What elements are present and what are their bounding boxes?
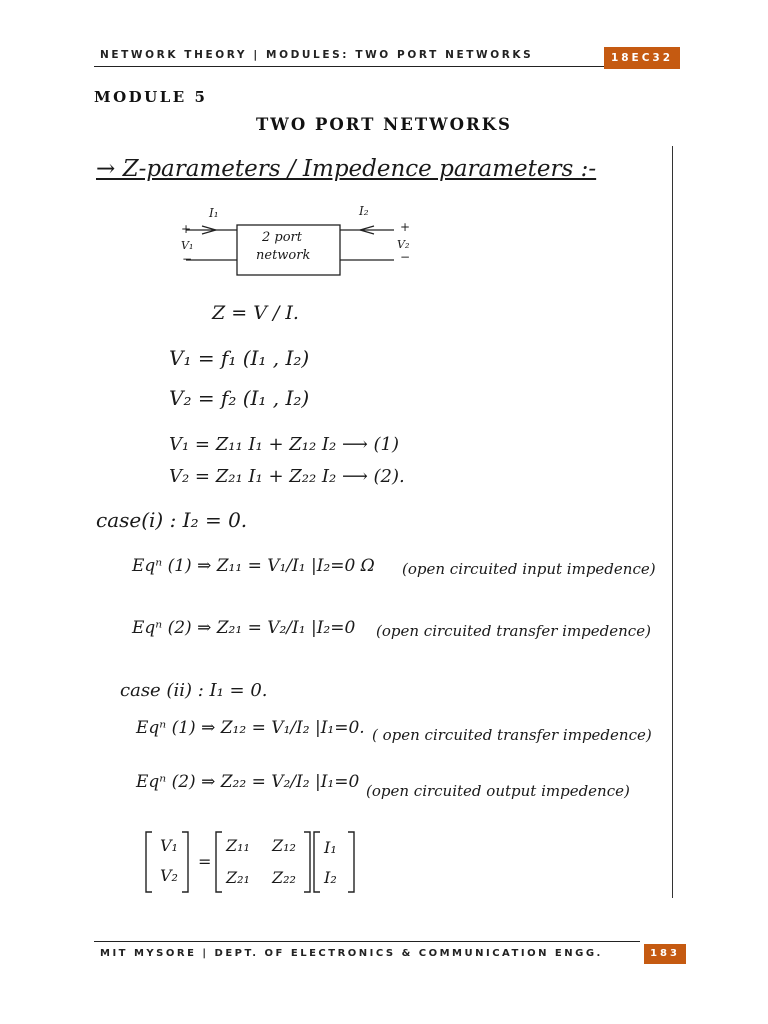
matrix-v2: V₂	[160, 866, 178, 885]
footer-rule	[94, 941, 640, 942]
matrix-v1: V₁	[160, 836, 178, 855]
scan-edge	[672, 146, 673, 898]
diagram-minus-right: −	[400, 250, 411, 264]
header-title: NETWORK THEORY | MODULES: TWO PORT NETWORKS	[100, 49, 534, 61]
v1-function: V₁ = f₁ (I₁ , I₂)	[169, 346, 310, 370]
case-2-eq2-note: (open circuited output impedence)	[366, 782, 630, 800]
impedance-definition: Z = V / I.	[212, 302, 299, 324]
matrix-z21: Z₂₁	[226, 868, 250, 887]
matrix-i2: I₂	[324, 868, 337, 887]
matrix-z22: Z₂₂	[272, 868, 296, 887]
course-code-badge: 18EC32	[604, 47, 680, 69]
case-1-eq2: Eqⁿ (2) ⇒ Z₂₁ = V₂/I₁ |I₂=0	[132, 618, 356, 638]
diagram-i1: I₁	[209, 206, 219, 220]
case-2-eq1: Eqⁿ (1) ⇒ Z₁₂ = V₁/I₂ |I₁=0.	[136, 718, 365, 738]
diagram-minus-left: −	[182, 252, 193, 266]
case-2-eq2: Eqⁿ (2) ⇒ Z₂₂ = V₂/I₂ |I₁=0	[136, 772, 360, 792]
page-footer	[94, 941, 686, 965]
matrix-z11: Z₁₁	[226, 836, 250, 855]
diagram-i2: I₂	[359, 204, 369, 218]
header-rule	[94, 66, 604, 67]
matrix-z12: Z₁₂	[272, 836, 296, 855]
diagram-plus-right: +	[400, 220, 411, 234]
handwritten-notes	[94, 142, 676, 904]
case-1-eq1-note: (open circuited input impedence)	[402, 560, 656, 578]
notes-heading: → Z-parameters / Impedence parameters :-	[96, 156, 597, 182]
diagram-plus-left: +	[181, 222, 192, 236]
matrix-equals: =	[198, 852, 212, 871]
case-1-label: case(i) : I₂ = 0.	[96, 508, 248, 532]
case-2-label: case (ii) : I₁ = 0.	[120, 680, 268, 701]
page-header	[94, 47, 680, 67]
case-1-eq2-note: (open circuited transfer impedence)	[376, 622, 651, 640]
diagram-v2: V₂	[397, 238, 410, 251]
equation-2: V₂ = Z₂₁ I₁ + Z₂₂ I₂ ⟶ (2).	[169, 466, 405, 487]
footer-text: MIT MYSORE | DEPT. OF ELECTRONICS & COMMUNICATION ENGG.	[100, 948, 603, 959]
page-number-badge: 183	[644, 944, 686, 964]
module-label: MODULE 5	[94, 88, 208, 106]
v2-function: V₂ = f₂ (I₁ , I₂)	[169, 386, 310, 410]
matrix-i1: I₁	[324, 838, 337, 857]
diagram-box-line2: network	[256, 248, 311, 263]
diagram-box-line1: 2 port	[262, 230, 302, 245]
case-2-eq1-note: ( open circuited transfer impedence)	[372, 726, 652, 744]
equation-1: V₁ = Z₁₁ I₁ + Z₁₂ I₂ ⟶ (1)	[169, 434, 399, 455]
diagram-v1: V₁	[181, 239, 194, 252]
case-1-eq1: Eqⁿ (1) ⇒ Z₁₁ = V₁/I₁ |I₂=0 Ω	[132, 556, 375, 576]
page-title: TWO PORT NETWORKS	[256, 115, 512, 134]
